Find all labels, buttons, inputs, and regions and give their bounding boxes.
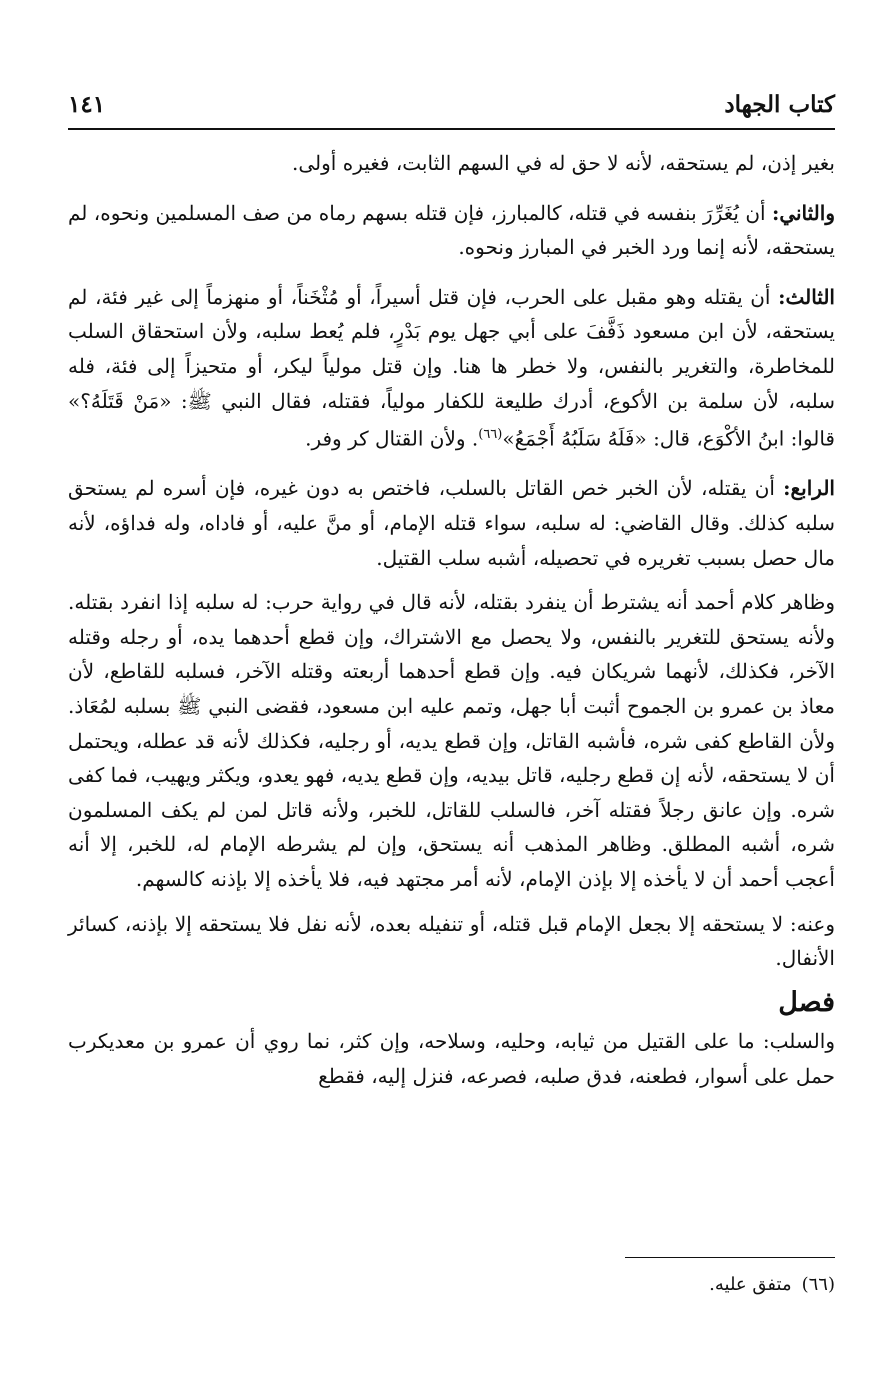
paragraph [68,907,835,976]
paragraph-text: وظاهر كلام أحمد أنه يشترط أن ينفرد بقتله، لأنه قال في رواية حرب: له سلبه إذا انفرد بقتله. ولأنه يستحق للتغرير بالنفس، ولا يحصل مع الاشتراك، وإن قطع أحدهما يده، أو رجله وقتله الآخر، فكذلك، لأنهما شريكان فيه. وإن قطع أحدهما أربعته وقتله الآخر، فسلبه للقاطع، لأن معاذ بن عمرو بن الجموح أثبت أبا جهل، وتمم عليه ابن مسعود، فقضى النبي ﷺ بسلبه لمُعَاذ. ولأن القاطع كفى شره، فأشبه القاتل، وإن قطع يديه، أو رجليه، فكذلك لأنه قد عطله، ويحتمل أن لا يستحقه، لأنه إن قطع رجليه، قاتل بيديه، وإن قطع يديه، فهو يعدو، ويكثر ويهيب، فما كفى شره. وإن عانق رجلاً فقتله آخر، فالسلب للقاتل، للخبر، ولأنه قاتل لمن لم يكف المسلمون شره، أشبه المطلق. وظاهر المذهب أنه يستحق، وإن لم يشرطه الإمام له، للخبر، إلا أنه أعجب أحمد أن لا يأخذه إلا بإذن الإمام، لأنه أمر مجتهد فيه، فلا يأخذه إلا بإذنه كالسهم. [68,590,835,891]
section-heading: فصل [778,986,835,1018]
paragraph-text: بغير إذن، لم يستحقه، لأنه لا حق له في السهم الثابت، فغيره أولى. [292,151,835,175]
paragraph-text: وعنه: لا يستحقه إلا بجعل الإمام قبل قتله، أو تنفيله بعده، لأنه نفل فلا يستحقه إلا بإذنه، كسائر الأنفال. [68,911,835,971]
section-paragraph [68,1024,835,1093]
paragraph [68,280,835,457]
page-header [68,78,835,118]
paragraph-text: أن يقتله وهو مقبل على الحرب، فإن قتل أسيراً، أو مُثْخَناً، أو منهزماً إلى غير فئة، لم يستحقه، لأن ابن مسعود ذَفَّفَ على أبي جهل يوم بَدْرٍ، فلم يُعط سلبه، ولأن استحقاق السلب للمخاطرة، والتغرير بالنفس، ولا خطر ها هنا. وإن قتل مولياً ليكر، أو متحيزاً إلى فئة، فله سلبه، لأن سلمة بن الأكوع، أدرك طليعة للكفار مولياً، فقتله، فقال النبي ﷺ: «مَنْ قَتَلَهُ؟» قالوا: ابنُ الأكْوَع، قال: «فَلَهُ سَلَبُهُ أَجْمَعُ» [68,284,835,451]
paragraph-lead: الثالث: [778,284,835,309]
footnote-text: متفق عليه. [709,1274,792,1295]
paragraph [68,146,835,181]
header-rule [68,128,835,130]
paragraph [68,471,835,575]
main-text [68,146,835,1109]
footnote-rule [625,1257,835,1258]
paragraph [68,585,835,896]
paragraph-text: أن يُغَرِّرَ بنفسه في قتله، كالمبارز، فإن قتله بسهم رماه من صف المسلمين ونحوه، لم يستحقه، لأنه إنما ورد الخبر في المبارز ونحوه. [68,200,835,260]
running-title: كتاب الجهاد [724,91,835,118]
paragraph-text: والسلب: ما على القتيل من ثيابه، وحليه، وسلاحه، وإن كثر، نما روي أن عمرو بن معديكرب حمل على أسوار، فطعنه، فدق صلبه، فصرعه، فنزل إليه، فقطع [68,1029,835,1088]
footnote [68,1274,835,1295]
footnote-number: (٦٦) [801,1274,835,1295]
paragraph-lead: الرابع: [783,476,835,501]
page-number: ١٤١ [68,91,106,118]
paragraph [68,196,835,265]
paragraph-lead: والثاني: [771,200,835,225]
paragraph-text: أن يقتله، لأن الخبر خص القاتل بالسلب، فاختص به دون غيره، فإن أسره لم يستحق سلبه كذلك. وقال القاضي: له سلبه، سواء قتله الإمام، أو منَّ عليه، أو فاداه، وله فداؤه، لأنه مال حصل بسبب تغريره في تحصيله، أشبه سلب القتيل. [68,476,835,570]
paragraph-tail: . ولأن القتال كر وفر. [305,426,479,451]
footnote-ref: (٦٦) [478,427,503,443]
